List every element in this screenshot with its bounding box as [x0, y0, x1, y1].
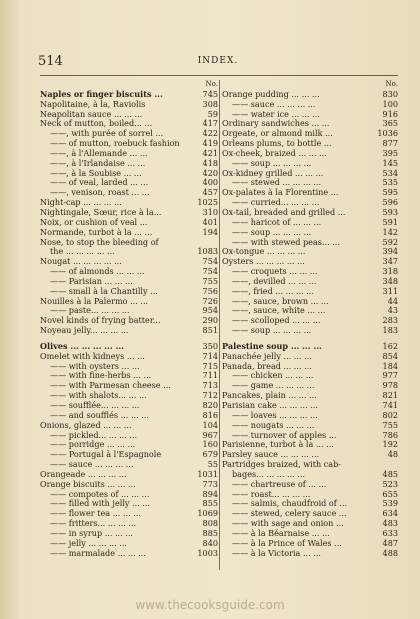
entry-text: —— with Parmesan cheese ...	[50, 381, 171, 391]
entry-text: Naples or finger biscuits ...	[40, 89, 163, 99]
page-number: 514	[38, 54, 63, 69]
entry-text: —— of mutton, roebuck fashion	[50, 139, 180, 149]
entry-text: Ox-tongue ... ... ... ...	[222, 247, 306, 257]
entry-text: ——, venison, roast ... ...	[50, 188, 150, 198]
entry-text: —— à la Béarnaise ... ...	[232, 528, 330, 538]
index-entry	[40, 371, 218, 381]
entry-text: —— water ice ... ... ...	[232, 109, 320, 119]
entry-number: 1036	[377, 128, 398, 139]
entry-number: 1083	[197, 246, 218, 257]
index-entry	[40, 110, 218, 120]
entry-number: 1031	[197, 468, 218, 479]
entry-text: —— fritters... ... ... ...	[50, 519, 137, 529]
entry-text: —— curried... ... ... ...	[232, 198, 320, 208]
index-entry	[40, 178, 218, 188]
entry-text: Nightingale, Sœur, rice à la...	[40, 207, 162, 217]
index-entry	[222, 238, 398, 248]
entry-number: 348	[382, 275, 398, 286]
entry-number: 978	[382, 380, 398, 391]
entry-text: —— with shalots... ... ...	[50, 391, 147, 401]
index-entry	[222, 306, 398, 316]
index-entry	[222, 110, 398, 120]
entry-number: 59	[207, 108, 218, 119]
index-entry	[222, 450, 398, 460]
entry-number: 457	[202, 187, 218, 198]
entry-text: —— compotes of ... ... ...	[50, 489, 150, 499]
entry-number: 591	[382, 216, 398, 227]
entry-number: 401	[202, 216, 218, 227]
entry-number: 592	[382, 236, 398, 247]
entry-text: —— croquets ... ... ...	[232, 267, 318, 277]
entry-text: Parisienne, turbot à la ... ...	[222, 440, 334, 450]
index-entry	[222, 499, 398, 509]
index-entry	[222, 401, 398, 411]
index-entry	[222, 297, 398, 307]
entry-number: 395	[382, 147, 398, 158]
index-entry	[222, 316, 398, 326]
entry-number: 420	[202, 167, 218, 178]
entry-number: No.	[385, 80, 398, 88]
index-entry	[40, 391, 218, 401]
index-entry	[222, 381, 398, 391]
index-entry	[222, 119, 398, 129]
entry-number: 485	[382, 468, 398, 479]
index-entry	[40, 90, 218, 100]
page-title: INDEX.	[197, 56, 239, 66]
entry-text: Onions, glazed ... ... ...	[40, 420, 132, 430]
entry-text: —— small à la Chantilly ...	[50, 286, 158, 296]
entry-text: —— stewed ... ... ... ...	[232, 178, 322, 188]
index-entry	[40, 549, 218, 559]
entry-number: 820	[202, 400, 218, 410]
entry-text: —— roast... ... ... ...	[232, 489, 311, 499]
index-entry	[222, 90, 398, 100]
index-entry	[40, 450, 218, 460]
entry-number: 773	[202, 478, 218, 489]
entry-number: 162	[382, 340, 398, 351]
column-header	[222, 80, 398, 90]
entry-number: 394	[382, 246, 398, 257]
entry-number: 967	[202, 429, 218, 440]
entry-text: —— with fine-herbs ... ...	[50, 371, 152, 381]
index-entry	[222, 539, 398, 549]
index-entry	[222, 549, 398, 559]
index-entry	[40, 198, 218, 208]
index-entry	[40, 100, 218, 110]
entry-number: 194	[202, 226, 218, 237]
entry-text: Neapolitan sauce ... ... ...	[40, 109, 143, 119]
entry-number: 1003	[197, 547, 218, 558]
entry-text: —— marmalade ... ... ...	[50, 548, 146, 558]
index-entry	[40, 539, 218, 549]
header-rule	[40, 75, 398, 76]
entry-number: 755	[382, 419, 398, 430]
entry-text: Orangeade ... ... ... ...	[40, 469, 127, 479]
entry-number: 142	[382, 226, 398, 237]
entry-number: 821	[382, 390, 398, 401]
index-entry	[40, 169, 218, 179]
index-entry	[40, 509, 218, 519]
entry-text: Orange biscuits ... ... ...	[40, 479, 136, 489]
entry-text: Ox-tail, breaded and grilled ...	[222, 207, 346, 217]
entry-text: Palestine soup ... ... ...	[222, 341, 322, 351]
index-entry	[40, 238, 218, 248]
index-column-right	[222, 80, 398, 559]
entry-text: ——, sauce, white ... ...	[232, 306, 326, 316]
entry-number: 184	[382, 360, 398, 371]
index-entry	[222, 326, 398, 336]
entry-number: 419	[202, 138, 218, 149]
index-entry	[222, 257, 398, 267]
index-entry	[222, 529, 398, 539]
entry-number: 855	[202, 498, 218, 509]
index-entry	[40, 460, 218, 470]
entry-text: ——, with purée of sorrel ...	[50, 129, 164, 139]
entry-text: Orleans plums, to bottle ...	[222, 139, 332, 149]
entry-text: Orgeate, or almond milk ...	[222, 129, 333, 139]
entry-text: —— soup ... ... ... ...	[232, 326, 312, 336]
entry-text: —— of veal, larded ... ...	[50, 178, 149, 188]
index-entry	[222, 431, 398, 441]
entry-number: 816	[202, 409, 218, 420]
entry-number: 318	[382, 266, 398, 277]
index-entry	[222, 352, 398, 362]
entry-number: 523	[382, 478, 398, 489]
entry-text: —— haricot of ... ... ...	[232, 217, 322, 227]
entry-text: —— with stewed peas... ...	[232, 237, 340, 247]
entry-text: —— stewed, celery sauce ...	[232, 509, 347, 519]
entry-number: 418	[202, 157, 218, 168]
entry-number: 417	[202, 118, 218, 129]
entry-number: 48	[387, 449, 398, 460]
index-entry	[222, 208, 398, 218]
entry-number: 311	[382, 285, 398, 296]
index-entry	[222, 218, 398, 228]
index-entry	[40, 159, 218, 169]
entry-text: ——, sauce, brown ... ...	[232, 296, 329, 306]
entry-text: Novel kinds of frying batter...	[40, 316, 161, 326]
index-entry	[40, 287, 218, 297]
entry-text: bages... ... ... ... ...	[232, 469, 306, 479]
index-entry	[40, 257, 218, 267]
entry-number: 754	[202, 256, 218, 267]
index-entry	[40, 480, 218, 490]
index-entry	[222, 480, 398, 490]
entry-number: 714	[202, 350, 218, 361]
entry-text: Nouilles à la Palermo ... ...	[40, 296, 149, 306]
entry-text: Ox-kidney grilled ... ... ...	[222, 168, 324, 178]
entry-text: Ordinary sandwiches ... ...	[222, 119, 330, 129]
entry-number: 830	[382, 88, 398, 99]
entry-number: 745	[202, 88, 218, 99]
index-entry	[40, 208, 218, 218]
entry-text: Noix, or cushion of veal ...	[40, 217, 148, 227]
entry-text: —— scolloped ... ... ...	[232, 316, 321, 326]
entry-text: —— loaves ... ... ... ...	[232, 410, 318, 420]
watermark-text: www.thecooksguide.com	[135, 598, 285, 612]
entry-text: ——, à la Soubise ... ...	[50, 168, 142, 178]
index-entry	[222, 267, 398, 277]
entry-text: —— game ... ... ... ...	[232, 381, 315, 391]
index-entry	[222, 178, 398, 188]
entry-text: Parisian cake ... ... ... ...	[222, 401, 318, 410]
index-column-left	[40, 80, 218, 559]
column-divider	[219, 80, 220, 570]
entry-number: 535	[382, 177, 398, 188]
entry-number: 954	[202, 305, 218, 316]
index-entry	[40, 362, 218, 372]
entry-text: Omelet with kidneys ... ...	[40, 351, 145, 361]
index-entry	[40, 218, 218, 228]
index-entry	[40, 129, 218, 139]
entry-text: —— sauce ... ... ... ...	[50, 460, 134, 470]
entry-text: —— soup ... ... ... ...	[232, 158, 312, 168]
entry-text: —— à la Prince of Wales ...	[232, 538, 342, 548]
index-entry	[40, 401, 218, 411]
index-entry	[222, 169, 398, 179]
entry-text: —— chartreuse of ... ...	[232, 479, 327, 489]
entry-text: Ox-cheek, braized ... ... ...	[222, 148, 327, 158]
index-entry	[40, 306, 218, 316]
entry-number: 310	[202, 206, 218, 217]
entry-number: 104	[202, 419, 218, 430]
index-entry	[222, 198, 398, 208]
entry-text: —— and soufflés ... ... ...	[50, 410, 149, 420]
entry-number: 100	[382, 98, 398, 109]
entry-text: —— chicken ... ... ...	[232, 371, 314, 381]
entry-number: 633	[382, 527, 398, 538]
index-entry	[40, 149, 218, 159]
entry-number: 539	[382, 498, 398, 509]
entry-text: —— sauce ... ... ... ...	[232, 99, 316, 109]
entry-text: —— of almonds ... ... ...	[50, 267, 145, 277]
entry-number: 347	[382, 256, 398, 267]
entry-number: 160	[202, 439, 218, 450]
entry-text: Olives ... ... ... ... ...	[40, 341, 124, 351]
index-entry	[222, 139, 398, 149]
index-entry	[40, 431, 218, 441]
entry-number: 808	[202, 518, 218, 529]
entry-number: 756	[202, 285, 218, 296]
entry-number: 192	[382, 439, 398, 450]
entry-number: 183	[382, 325, 398, 336]
entry-text: —— flower tea ... ... ...	[50, 509, 141, 519]
entry-number: 679	[202, 449, 218, 460]
entry-text: Oysters ... ... ... ... ...	[222, 257, 305, 267]
entry-number: 755	[202, 275, 218, 286]
entry-text: —— turnover of apples ...	[232, 430, 337, 440]
index-entry	[222, 228, 398, 238]
entry-text: the ... ... ... ... ...	[50, 247, 115, 257]
entry-text: Panachée jelly ... ... ...	[222, 351, 312, 361]
entry-number: 44	[387, 295, 398, 306]
entry-text: Parsley sauce ... ... ... ...	[222, 450, 320, 460]
entry-number: 885	[202, 527, 218, 538]
index-entry	[40, 381, 218, 391]
entry-number: 655	[382, 488, 398, 499]
index-entry	[222, 247, 398, 257]
entry-number: 802	[382, 409, 398, 420]
entry-text: —— à la Victoria ... ...	[232, 548, 321, 558]
entry-number: 634	[382, 508, 398, 519]
entry-number: 1025	[197, 197, 218, 208]
entry-text: —— porridge ... ... ...	[50, 440, 136, 450]
entry-number: 400	[202, 177, 218, 188]
entry-text: —— pickled... ... ... ...	[50, 430, 138, 440]
entry-text: ——, devilled ... ... ...	[232, 276, 317, 286]
index-entry	[222, 159, 398, 169]
index-entry	[40, 352, 218, 362]
index-entry	[222, 490, 398, 500]
entry-text: ——, fried ... ... ... ...	[232, 286, 314, 296]
entry-number: 894	[202, 488, 218, 499]
index-entry	[40, 326, 218, 336]
entry-number: 712	[202, 390, 218, 401]
entry-text: —— salmis, chaudfroid of ...	[232, 499, 348, 509]
index-entry	[222, 421, 398, 431]
entry-number: 483	[382, 518, 398, 529]
entry-number: 308	[202, 98, 218, 109]
index-entry	[222, 509, 398, 519]
entry-number: 350	[202, 340, 218, 351]
entry-number: 713	[202, 380, 218, 391]
entry-text: Neck of mutton, boiled... ...	[40, 119, 153, 129]
entry-number: 43	[387, 305, 398, 316]
index-entry	[222, 460, 398, 470]
entry-number: 595	[382, 187, 398, 198]
entry-number: 715	[202, 360, 218, 371]
entry-number: 726	[202, 295, 218, 306]
entry-number: 916	[382, 108, 398, 119]
entry-number: 741	[382, 400, 398, 410]
entry-number: 786	[382, 429, 398, 440]
index-entry	[222, 149, 398, 159]
entry-text: —— Portugal à l'Espagnole	[50, 450, 162, 460]
index-entry	[222, 100, 398, 110]
entry-number: 365	[382, 118, 398, 129]
entry-number: 851	[202, 325, 218, 336]
index-entry	[40, 277, 218, 287]
entry-text: —— paste... ... ... ...	[50, 306, 130, 316]
entry-number: 754	[202, 266, 218, 277]
entry-text: ——, à l'Irlandaise ... ...	[50, 158, 146, 168]
index-entry	[40, 228, 218, 238]
entry-number: 1069	[197, 508, 218, 519]
index-entry	[40, 519, 218, 529]
entry-text: Napolitaine, à la, Raviolis	[40, 99, 146, 109]
entry-number: No.	[205, 80, 218, 88]
index-entry	[222, 391, 398, 401]
entry-text: Ox-palates à la Florentine ...	[222, 188, 339, 198]
entry-number: 290	[202, 315, 218, 326]
entry-text: Partridges braized, with cab-	[222, 460, 342, 470]
entry-text: —— with sage and onion ...	[232, 519, 344, 529]
entry-number: 596	[382, 197, 398, 208]
index-entry	[40, 499, 218, 509]
index-entry	[40, 139, 218, 149]
index-entry	[40, 297, 218, 307]
index-entry	[40, 342, 218, 352]
entry-text: —— in syrup ... ... ...	[50, 528, 133, 538]
index-entry	[40, 267, 218, 277]
entry-text: Orange pudding ... ... ...	[222, 89, 320, 99]
entry-text: —— jelly ... ... ... ...	[50, 538, 127, 548]
entry-number: 421	[202, 147, 218, 158]
entry-text: —— soufflée... ... ... ...	[50, 401, 140, 410]
index-entry	[222, 371, 398, 381]
index-entry	[40, 470, 218, 480]
entry-text: ——, à l'Allemande ... ...	[50, 148, 148, 158]
entry-number: 877	[382, 138, 398, 149]
index-entry	[40, 119, 218, 129]
entry-number: 422	[202, 128, 218, 139]
index-entry	[40, 490, 218, 500]
entry-number: 977	[382, 370, 398, 381]
entry-text: —— soup ... ... ... ...	[232, 227, 312, 237]
entry-text: Pancakes, plain ... ... ...	[222, 391, 317, 401]
index-entry	[222, 440, 398, 450]
page-header	[38, 54, 398, 70]
entry-text: Night-cap ... ... ... ...	[40, 198, 122, 208]
entry-text: —— with oysters ... ...	[50, 361, 140, 371]
entry-number: 487	[382, 537, 398, 548]
index-entry	[40, 440, 218, 450]
index-entry	[222, 287, 398, 297]
entry-number: 488	[382, 547, 398, 558]
entry-text: Normande, turbot à la ... ...	[40, 227, 153, 237]
index-entry	[40, 247, 218, 257]
index-entry	[40, 316, 218, 326]
index-entry	[222, 362, 398, 372]
entry-text: —— filled with jelly ... ...	[50, 499, 151, 509]
index-entry	[222, 129, 398, 139]
index-entry	[222, 277, 398, 287]
column-header	[40, 80, 218, 90]
entry-number: 55	[207, 459, 218, 470]
index-entry	[222, 411, 398, 421]
entry-text: —— Parisian ... ... ...	[50, 276, 133, 286]
index-entry	[40, 411, 218, 421]
entry-text: Noyeau jelly... ... ... ...	[40, 326, 129, 336]
index-entry	[222, 342, 398, 352]
entry-text: Nose, to stop the bleeding of	[40, 237, 159, 247]
entry-text: Panada, bread ... ... ...	[222, 361, 312, 371]
index-entry	[222, 188, 398, 198]
entry-number: 534	[382, 167, 398, 178]
index-entry	[40, 421, 218, 431]
index-entry	[222, 470, 398, 480]
entry-number: 145	[382, 157, 398, 168]
index-entry	[40, 529, 218, 539]
index-entry	[40, 188, 218, 198]
entry-number: 840	[202, 537, 218, 548]
entry-number: 711	[202, 370, 218, 381]
index-entry	[222, 519, 398, 529]
entry-number: 854	[382, 350, 398, 361]
entry-number: 283	[382, 315, 398, 326]
entry-number: 593	[382, 206, 398, 217]
entry-text: Nougat ... ... ... ... ...	[40, 257, 122, 267]
entry-text: —— nougats ... ... ...	[232, 420, 315, 430]
